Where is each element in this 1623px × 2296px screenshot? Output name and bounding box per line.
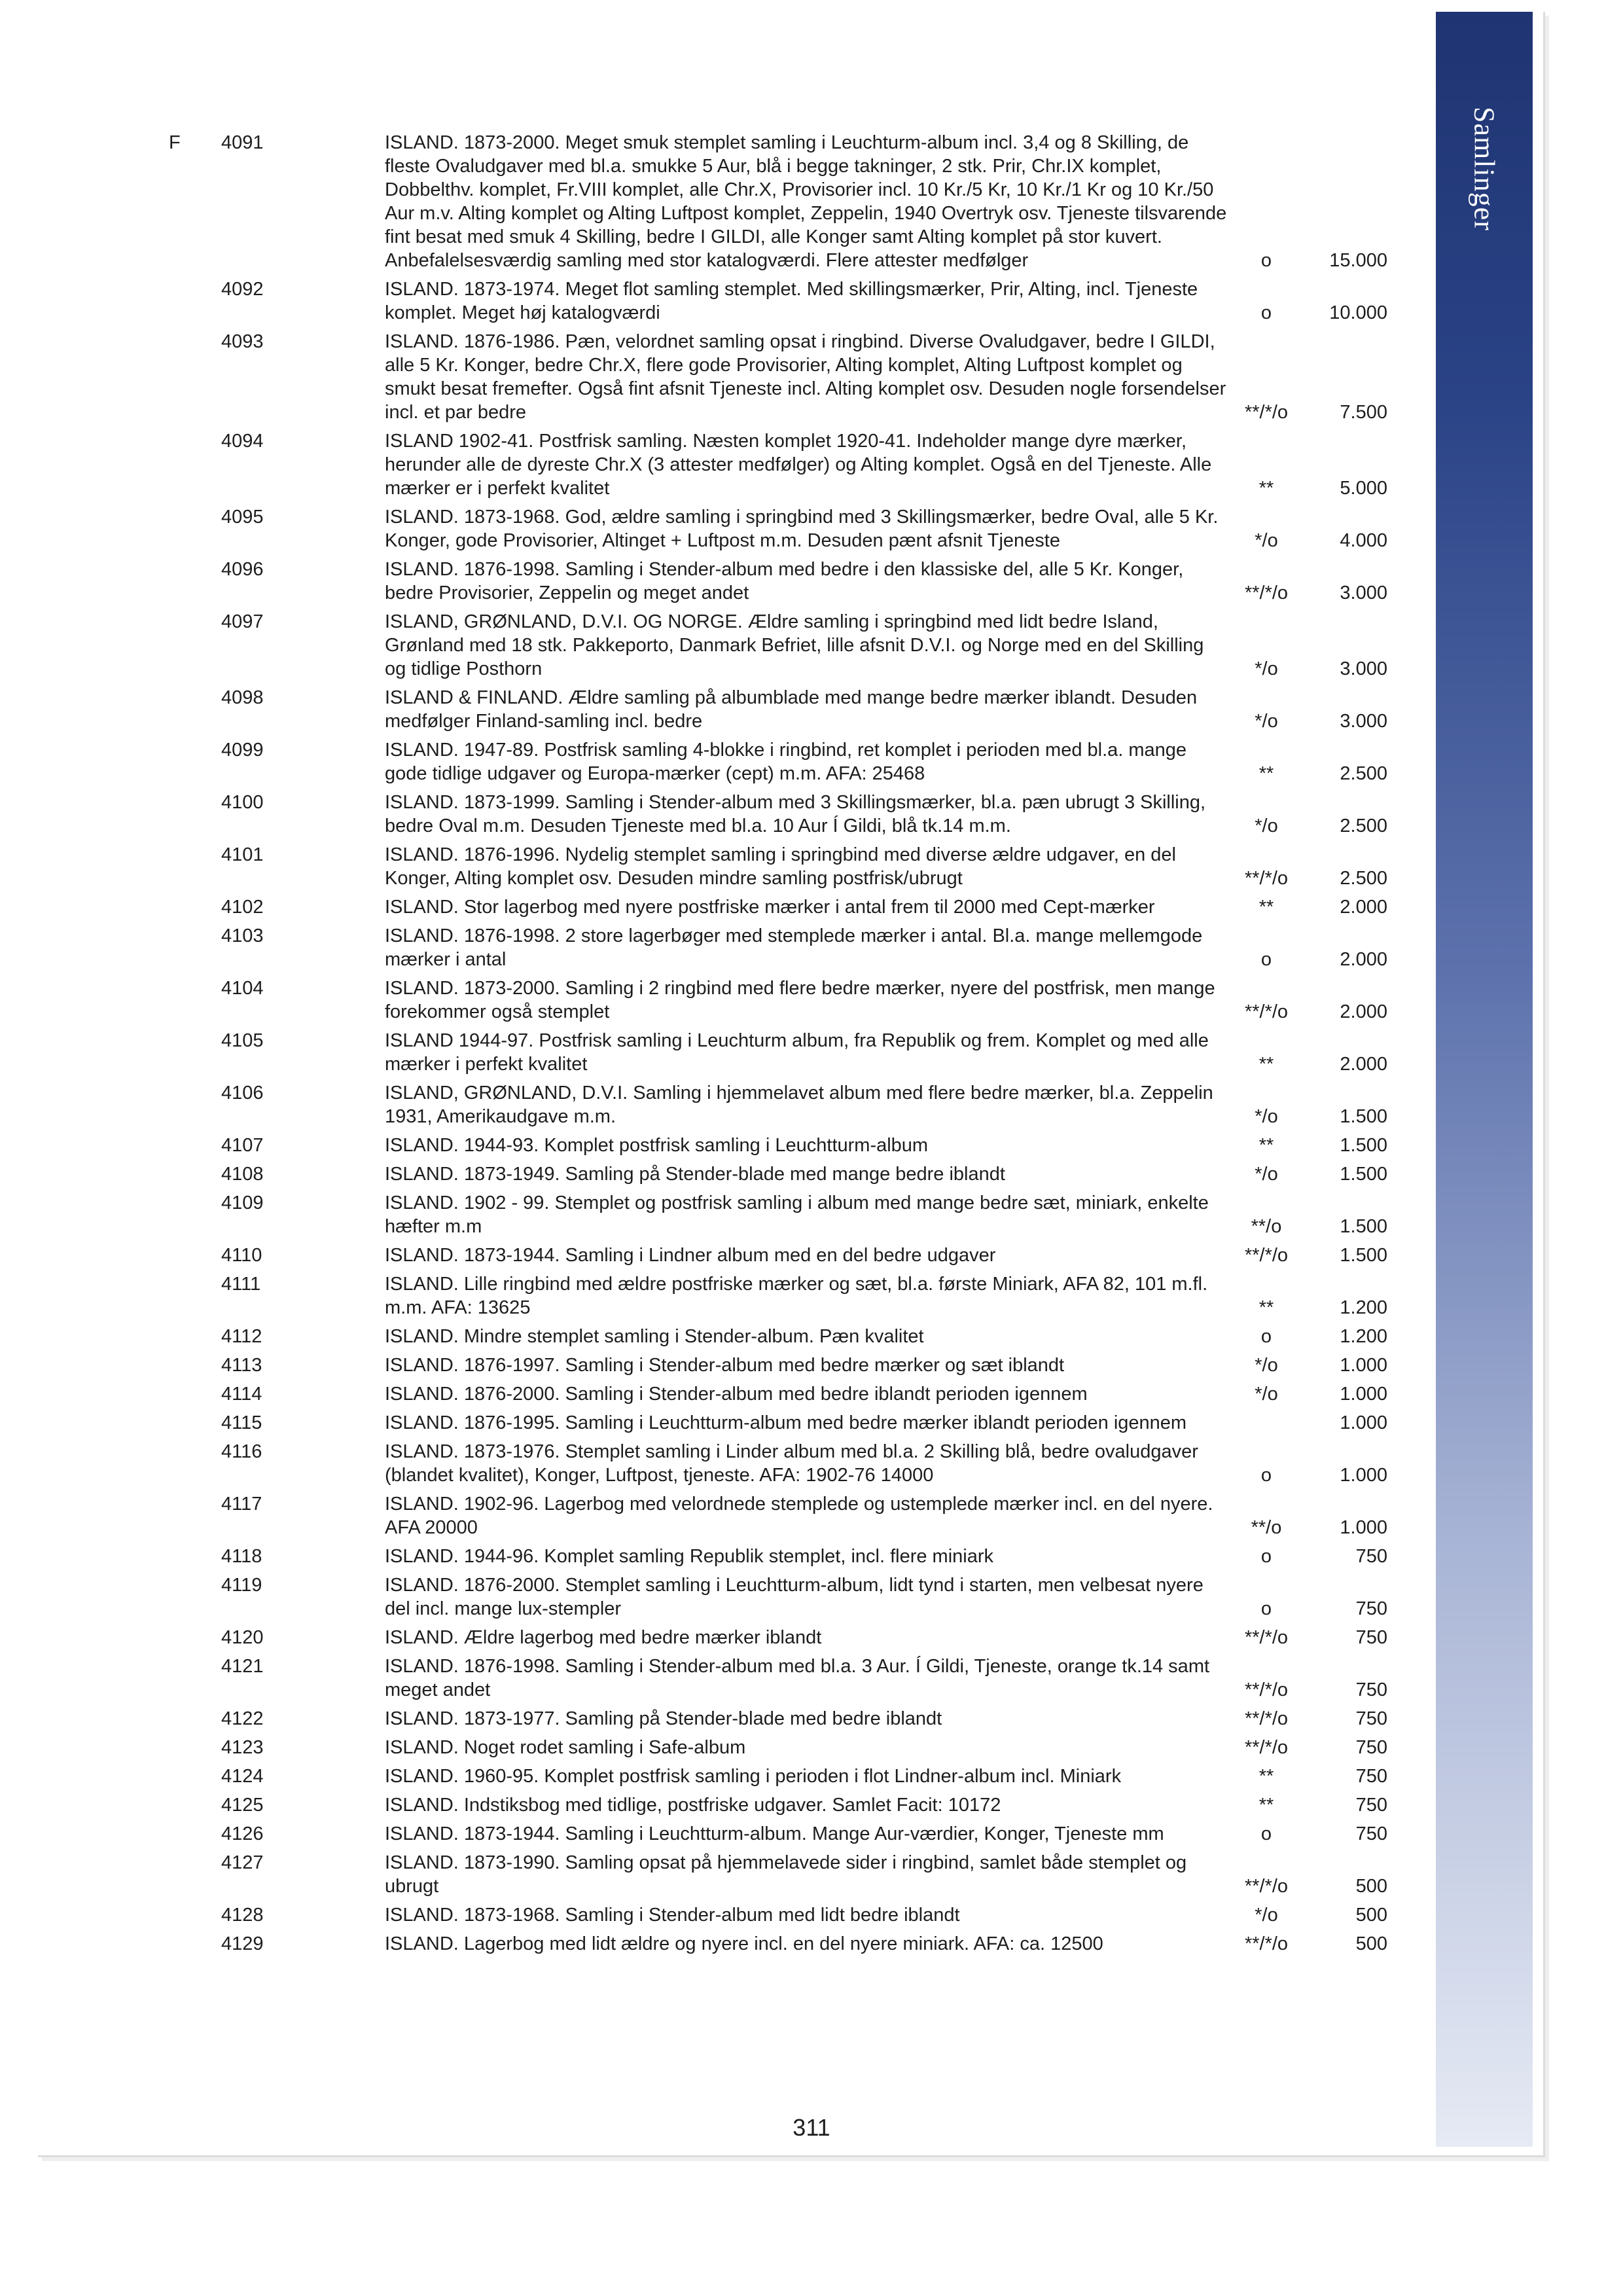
lot-number: 4128 bbox=[221, 1905, 264, 1926]
lot-description: ISLAND. Stor lagerbog med nyere postfriske mærker i antal frem til 2000 med Cept-mærker bbox=[385, 897, 1155, 918]
lot-number: 4118 bbox=[221, 1546, 262, 1567]
lot-condition: **/*/o bbox=[1244, 1876, 1289, 1897]
lot-description: ISLAND. 1873-1968. Samling i Stender-album med lidt bedre iblandt bbox=[385, 1905, 960, 1926]
lot-price: 1.500 bbox=[1340, 1164, 1387, 1185]
lot-description: ISLAND. 1873-2000. Samling i 2 ringbind med flere bedre mærker, nyere del postfrisk, men mange forekommer også stemplet bbox=[385, 978, 1215, 1022]
lot-description: ISLAND. 1873-1944. Samling i Lindner album med en del bedre udgaver bbox=[385, 1245, 996, 1266]
lot-number: 4108 bbox=[221, 1164, 264, 1185]
lot-number: 4104 bbox=[221, 978, 264, 999]
lot-price: 750 bbox=[1355, 1737, 1387, 1758]
lot-price: 750 bbox=[1355, 1598, 1387, 1619]
lot-row bbox=[0, 1655, 1433, 1702]
lot-row bbox=[0, 1244, 1433, 1267]
lot-price: 3.000 bbox=[1340, 711, 1387, 732]
lot-description: ISLAND. 1873-1990. Samling opsat på hjemmelavede sider i ringbind, samlet både stemplet og ubrugt bbox=[385, 1852, 1187, 1897]
lot-condition: ** bbox=[1258, 1766, 1274, 1787]
lot-price: 750 bbox=[1355, 1546, 1387, 1567]
lot-condition: */o bbox=[1255, 530, 1278, 551]
lot-number: 4120 bbox=[221, 1627, 264, 1648]
section-prefix: F bbox=[169, 132, 181, 153]
lot-price: 1.200 bbox=[1340, 1326, 1387, 1347]
lot-price: 1.000 bbox=[1340, 1412, 1387, 1433]
lot-price: 2.500 bbox=[1340, 763, 1387, 784]
lot-number: 4124 bbox=[221, 1766, 264, 1787]
lot-condition: ** bbox=[1258, 897, 1274, 918]
lot-number: 4105 bbox=[221, 1030, 264, 1051]
lot-number: 4100 bbox=[221, 792, 264, 813]
lot-row bbox=[0, 1029, 1433, 1076]
lot-description: ISLAND 1902-41. Postfrisk samling. Næsten komplet 1920-41. Indeholder mange dyre mærker, herunder alle de dyreste Chr.X (3 attester medfølger) og Alting komplet. Også en del Tjeneste. Alle mærker er i perfekt kvalitet bbox=[385, 431, 1212, 499]
lot-number: 4098 bbox=[221, 687, 264, 708]
lot-description: ISLAND. 1944-96. Komplet samling Republik stemplet, incl. flere miniark bbox=[385, 1546, 994, 1567]
lot-row bbox=[0, 1191, 1433, 1238]
lot-condition: o bbox=[1260, 1465, 1272, 1486]
lot-price: 7.500 bbox=[1340, 402, 1387, 423]
lot-description: ISLAND & FINLAND. Ældre samling på albumblade med mange bedre mærker iblandt. Desuden medfølger Finland-samling incl. bedre bbox=[385, 687, 1198, 732]
lot-number: 4127 bbox=[221, 1852, 264, 1873]
lot-row bbox=[0, 1822, 1433, 1846]
lot-row bbox=[0, 1736, 1433, 1759]
lot-row bbox=[0, 1134, 1433, 1157]
lot-condition: **/o bbox=[1251, 1517, 1282, 1538]
lot-number: 4112 bbox=[221, 1326, 262, 1347]
lot-number: 4116 bbox=[221, 1441, 262, 1462]
lot-condition: o bbox=[1260, 1823, 1272, 1844]
lot-condition: */o bbox=[1255, 658, 1278, 679]
lot-row bbox=[0, 505, 1433, 552]
lot-condition: **/*/o bbox=[1244, 1001, 1289, 1022]
lot-number: 4114 bbox=[221, 1384, 262, 1405]
lot-description: ISLAND, GRØNLAND, D.V.I. Samling i hjemmelavet album med flere bedre mærker, bl.a. Zeppelin 1931, Amerikaudgave m.m. bbox=[385, 1083, 1213, 1127]
lot-price: 2.500 bbox=[1340, 868, 1387, 889]
lot-price: 1.000 bbox=[1340, 1465, 1387, 1486]
lot-row bbox=[0, 1081, 1433, 1128]
lot-condition: */o bbox=[1255, 1355, 1278, 1376]
lot-condition: */o bbox=[1255, 1384, 1278, 1405]
lot-price: 3.000 bbox=[1340, 583, 1387, 603]
lot-number: 4091 bbox=[221, 132, 264, 153]
lot-condition: o bbox=[1260, 949, 1272, 970]
lot-price: 2.000 bbox=[1340, 1054, 1387, 1075]
lot-price: 1.200 bbox=[1340, 1297, 1387, 1318]
lot-row bbox=[0, 278, 1433, 325]
lot-number: 4123 bbox=[221, 1737, 264, 1758]
lot-number: 4097 bbox=[221, 611, 264, 632]
lot-condition: **/*/o bbox=[1244, 402, 1289, 423]
lot-condition: **/*/o bbox=[1244, 583, 1289, 603]
lot-number: 4115 bbox=[221, 1412, 262, 1433]
lot-number: 4096 bbox=[221, 559, 264, 580]
lot-row bbox=[0, 843, 1433, 890]
lot-price: 15.000 bbox=[1329, 250, 1387, 271]
lot-row bbox=[0, 1765, 1433, 1788]
page-number: 311 bbox=[793, 2114, 830, 2141]
lot-condition: */o bbox=[1255, 1106, 1278, 1127]
lot-condition: **/*/o bbox=[1244, 1627, 1289, 1648]
lot-description: ISLAND. Lille ringbind med ældre postfriske mærker og sæt, bl.a. første Miniark, AFA 82, 101 m.fl. m.m. AFA: 13625 bbox=[385, 1274, 1208, 1318]
lot-number: 4094 bbox=[221, 431, 264, 452]
lot-row bbox=[0, 1492, 1433, 1539]
lot-row bbox=[0, 1851, 1433, 1898]
lot-price: 2.000 bbox=[1340, 949, 1387, 970]
lot-price: 1.000 bbox=[1340, 1517, 1387, 1538]
lot-condition: o bbox=[1260, 1546, 1272, 1567]
lot-price: 1.500 bbox=[1340, 1106, 1387, 1127]
lot-row bbox=[0, 1354, 1433, 1377]
lot-row bbox=[0, 791, 1433, 838]
lot-condition: */o bbox=[1255, 1164, 1278, 1185]
lot-description: ISLAND. Indstiksbog med tidlige, postfriske udgaver. Samlet Facit: 10172 bbox=[385, 1795, 1001, 1816]
lot-condition: ** bbox=[1258, 1135, 1274, 1156]
lot-condition: */o bbox=[1255, 1905, 1278, 1926]
lot-number: 4110 bbox=[221, 1245, 262, 1266]
lot-row bbox=[0, 1903, 1433, 1927]
lot-condition: **/*/o bbox=[1244, 1737, 1289, 1758]
lot-description: ISLAND. 1873-1976. Stemplet samling i Linder album med bl.a. 2 Skilling blå, bedre ovaludgaver (blandet kvalitet), Konger, Luftpost, tjeneste. AFA: 1902-76 14000 bbox=[385, 1441, 1198, 1486]
lot-price: 4.000 bbox=[1340, 530, 1387, 551]
lot-description: ISLAND. 1873-1977. Samling på Stender-blade med bedre iblandt bbox=[385, 1708, 942, 1729]
lot-description: ISLAND. 1876-1997. Samling i Stender-album med bedre mærker og sæt iblandt bbox=[385, 1355, 1065, 1376]
lot-description: ISLAND. 1960-95. Komplet postfrisk samling i perioden i flot Lindner-album incl. Miniark bbox=[385, 1766, 1122, 1787]
lot-condition: o bbox=[1260, 1326, 1272, 1347]
lot-condition: ** bbox=[1258, 763, 1274, 784]
lot-number: 4107 bbox=[221, 1135, 264, 1156]
lot-price: 750 bbox=[1355, 1766, 1387, 1787]
lot-row bbox=[0, 429, 1433, 500]
lot-price: 750 bbox=[1355, 1627, 1387, 1648]
lot-price: 10.000 bbox=[1329, 302, 1387, 323]
lot-row bbox=[0, 131, 1433, 272]
lot-condition: **/*/o bbox=[1244, 1679, 1289, 1700]
lot-description: ISLAND. Mindre stemplet samling i Stender-album. Pæn kvalitet bbox=[385, 1326, 924, 1347]
lot-number: 4122 bbox=[221, 1708, 264, 1729]
lot-number: 4103 bbox=[221, 925, 264, 946]
lot-row bbox=[0, 1626, 1433, 1649]
lot-description: ISLAND. 1876-1998. Samling i Stender-album med bl.a. 3 Aur. Í Gildi, Tjeneste, orange tk.14 samt meget andet bbox=[385, 1656, 1210, 1700]
lot-condition: **/*/o bbox=[1244, 868, 1289, 889]
lot-description: ISLAND. 1873-1968. God, ældre samling i springbind med 3 Skillingsmærker, bedre Oval, alle 5 Kr. Konger, gode Provisorier, Altinget + Luftpost m.m. Desuden pænt afsnit Tjeneste bbox=[385, 507, 1219, 551]
lot-price: 1.500 bbox=[1340, 1216, 1387, 1237]
lot-number: 4126 bbox=[221, 1823, 264, 1844]
lot-description: ISLAND. 1947-89. Postfrisk samling 4-blokke i ringbind, ret komplet i perioden med bl.a. mange gode tidlige udgaver og Europa-mærker (cept) m.m. AFA: 25468 bbox=[385, 740, 1187, 784]
lot-row bbox=[0, 1162, 1433, 1186]
lot-description: ISLAND, GRØNLAND, D.V.I. OG NORGE. Ældre samling i springbind med lidt bedre Island, Grønland med 18 stk. Pakkeporto, Danmark Befriet, lille afsnit D.V.I. og Norge med en del Skilling og tidlige Posthorn bbox=[385, 611, 1204, 679]
lot-condition: ** bbox=[1258, 1054, 1274, 1075]
lot-description: ISLAND. 1876-1996. Nydelig stemplet samling i springbind med diverse ældre udgaver, en del Konger, Alting komplet osv. Desuden mindre samling postfrisk/ubrugt bbox=[385, 844, 1176, 889]
lot-price: 2.000 bbox=[1340, 1001, 1387, 1022]
lot-description: ISLAND. 1902 - 99. Stemplet og postfrisk samling i album med mange bedre sæt, miniark, enkelte hæfter m.m bbox=[385, 1193, 1209, 1237]
lot-condition: o bbox=[1260, 1598, 1272, 1619]
lot-number: 4121 bbox=[221, 1656, 264, 1677]
lot-description: ISLAND. 1876-2000. Stemplet samling i Leuchtturm-album, lidt tynd i starten, men velbesat nyere del incl. mange lux-stempler bbox=[385, 1575, 1204, 1619]
lot-row bbox=[0, 924, 1433, 971]
lot-row bbox=[0, 1272, 1433, 1319]
lot-row bbox=[0, 558, 1433, 605]
lot-condition: o bbox=[1260, 250, 1272, 271]
lot-description: ISLAND. Lagerbog med lidt ældre og nyere incl. en del nyere miniark. AFA: ca. 12500 bbox=[385, 1933, 1103, 1954]
lot-description: ISLAND. 1873-1999. Samling i Stender-album med 3 Skillingsmærker, bl.a. pæn ubrugt 3 Skilling, bedre Oval m.m. Desuden Tjeneste med bl.a. 10 Aur Í Gildi, blå tk.14 m.m. bbox=[385, 792, 1206, 836]
lot-description: ISLAND. 1876-1998. 2 store lagerbøger med stemplede mærker i antal. Bl.a. mange mellemgode mærker i antal bbox=[385, 925, 1203, 970]
lot-number: 4101 bbox=[221, 844, 264, 865]
lot-price: 5.000 bbox=[1340, 478, 1387, 499]
side-tab-label: Samlinger bbox=[1468, 107, 1501, 231]
lot-number: 4125 bbox=[221, 1795, 264, 1816]
lot-condition: ** bbox=[1258, 1795, 1274, 1816]
lot-description: ISLAND. 1873-2000. Meget smuk stemplet samling i Leuchturm-album incl. 3,4 og 8 Skilling, de fleste Ovaludgaver med bl.a. smukke 5 Aur, blå i begge takninger, 2 stk. Prir, Chr.IX komplet, Dobbelthv. komplet, Fr.VIII komplet, alle Chr.X, Provisorier incl. 10 Kr./5 Kr, 10 Kr./1 Kr og 10 Kr./50 Aur m.v. Alting komplet og Alting Luftpost komplet, Zeppelin, 1940 Overtryk osv. Tjeneste tilsvarende fint besat med smuk 4 Skilling, bedre I GILDI, alle Konger samt Alting komplet på stor kuvert. Anbefalelsesværdig samling med stor katalogværdi. Flere attester medfølger bbox=[385, 132, 1227, 271]
lot-condition: **/o bbox=[1251, 1216, 1282, 1237]
lot-number: 4093 bbox=[221, 331, 264, 352]
lot-description: ISLAND. 1876-1986. Pæn, velordnet samling opsat i ringbind. Diverse Ovaludgaver, bedre I GILDI, alle 5 Kr. Konger, bedre Chr.X, flere gode Provisorier, Alting komplet, Alting Luftpost komplet og smukt besat fremefter. Også fint afsnit Tjeneste incl. Alting komplet osv. Desuden nogle forsendelser incl. et par bedre bbox=[385, 331, 1226, 423]
lot-row bbox=[0, 1382, 1433, 1406]
lot-price: 1.000 bbox=[1340, 1384, 1387, 1405]
lot-number: 4095 bbox=[221, 507, 264, 528]
lot-price: 1.500 bbox=[1340, 1135, 1387, 1156]
lot-number: 4113 bbox=[221, 1355, 262, 1376]
lot-description: ISLAND. 1876-2000. Samling i Stender-album med bedre iblandt perioden igennem bbox=[385, 1384, 1088, 1405]
lot-number: 4111 bbox=[221, 1274, 261, 1295]
lot-description: ISLAND. 1876-1995. Samling i Leuchtturm-album med bedre mærker iblandt perioden igennem bbox=[385, 1412, 1187, 1433]
lot-row bbox=[0, 1707, 1433, 1731]
lot-number: 4109 bbox=[221, 1193, 264, 1213]
lot-row bbox=[0, 977, 1433, 1024]
lot-description: ISLAND. Noget rodet samling i Safe-album bbox=[385, 1737, 746, 1758]
lot-row bbox=[0, 895, 1433, 919]
lot-description: ISLAND 1944-97. Postfrisk samling i Leuchturm album, fra Republik og frem. Komplet og med alle mærker i perfekt kvalitet bbox=[385, 1030, 1209, 1075]
lot-price: 500 bbox=[1355, 1905, 1387, 1926]
lot-description: ISLAND. Ældre lagerbog med bedre mærker iblandt bbox=[385, 1627, 822, 1648]
lot-condition: */o bbox=[1255, 711, 1278, 732]
lot-price: 750 bbox=[1355, 1679, 1387, 1700]
lot-number: 4129 bbox=[221, 1933, 264, 1954]
lot-price: 2.500 bbox=[1340, 816, 1387, 836]
lot-list bbox=[0, 131, 1433, 1961]
lot-row bbox=[0, 610, 1433, 681]
lot-price: 2.000 bbox=[1340, 897, 1387, 918]
lot-price: 1.500 bbox=[1340, 1245, 1387, 1266]
lot-row bbox=[0, 1440, 1433, 1487]
lot-price: 500 bbox=[1355, 1933, 1387, 1954]
section-side-tab bbox=[1436, 12, 1533, 2147]
lot-condition: **/*/o bbox=[1244, 1245, 1289, 1266]
lot-number: 4102 bbox=[221, 897, 264, 918]
lot-row bbox=[0, 686, 1433, 733]
lot-number: 4099 bbox=[221, 740, 264, 761]
lot-condition: */o bbox=[1255, 816, 1278, 836]
lot-description: ISLAND. 1873-1944. Samling i Leuchtturm-album. Mange Aur-værdier, Konger, Tjeneste mm bbox=[385, 1823, 1164, 1844]
lot-price: 750 bbox=[1355, 1708, 1387, 1729]
lot-description: ISLAND. 1876-1998. Samling i Stender-album med bedre i den klassiske del, alle 5 Kr. Konger, bedre Provisorier, Zeppelin og meget andet bbox=[385, 559, 1184, 603]
lot-row bbox=[0, 1411, 1433, 1435]
lot-number: 4106 bbox=[221, 1083, 264, 1103]
lot-row bbox=[0, 1545, 1433, 1568]
lot-row bbox=[0, 738, 1433, 785]
lot-number: 4119 bbox=[221, 1575, 262, 1596]
lot-row bbox=[0, 1793, 1433, 1817]
lot-condition: o bbox=[1260, 302, 1272, 323]
lot-description: ISLAND. 1944-93. Komplet postfrisk samling i Leuchtturm-album bbox=[385, 1135, 929, 1156]
lot-row bbox=[0, 1932, 1433, 1956]
lot-description: ISLAND. 1873-1949. Samling på Stender-blade med mange bedre iblandt bbox=[385, 1164, 1005, 1185]
lot-description: ISLAND. 1902-96. Lagerbog med velordnede stemplede og ustemplede mærker incl. en del nyere. AFA 20000 bbox=[385, 1494, 1213, 1538]
lot-condition: ** bbox=[1258, 1297, 1274, 1318]
lot-number: 4117 bbox=[221, 1494, 262, 1515]
lot-price: 3.000 bbox=[1340, 658, 1387, 679]
lot-condition: **/*/o bbox=[1244, 1933, 1289, 1954]
lot-price: 500 bbox=[1355, 1876, 1387, 1897]
lot-condition: ** bbox=[1258, 478, 1274, 499]
lot-price: 750 bbox=[1355, 1823, 1387, 1844]
lot-price: 1.000 bbox=[1340, 1355, 1387, 1376]
lot-condition: **/*/o bbox=[1244, 1708, 1289, 1729]
lot-row bbox=[0, 1325, 1433, 1348]
lot-row bbox=[0, 330, 1433, 424]
lot-price: 750 bbox=[1355, 1795, 1387, 1816]
lot-description: ISLAND. 1873-1974. Meget flot samling stemplet. Med skillingsmærker, Prir, Alting, incl. Tjeneste komplet. Meget høj katalogværdi bbox=[385, 279, 1198, 323]
lot-row bbox=[0, 1573, 1433, 1621]
lot-number: 4092 bbox=[221, 279, 264, 300]
